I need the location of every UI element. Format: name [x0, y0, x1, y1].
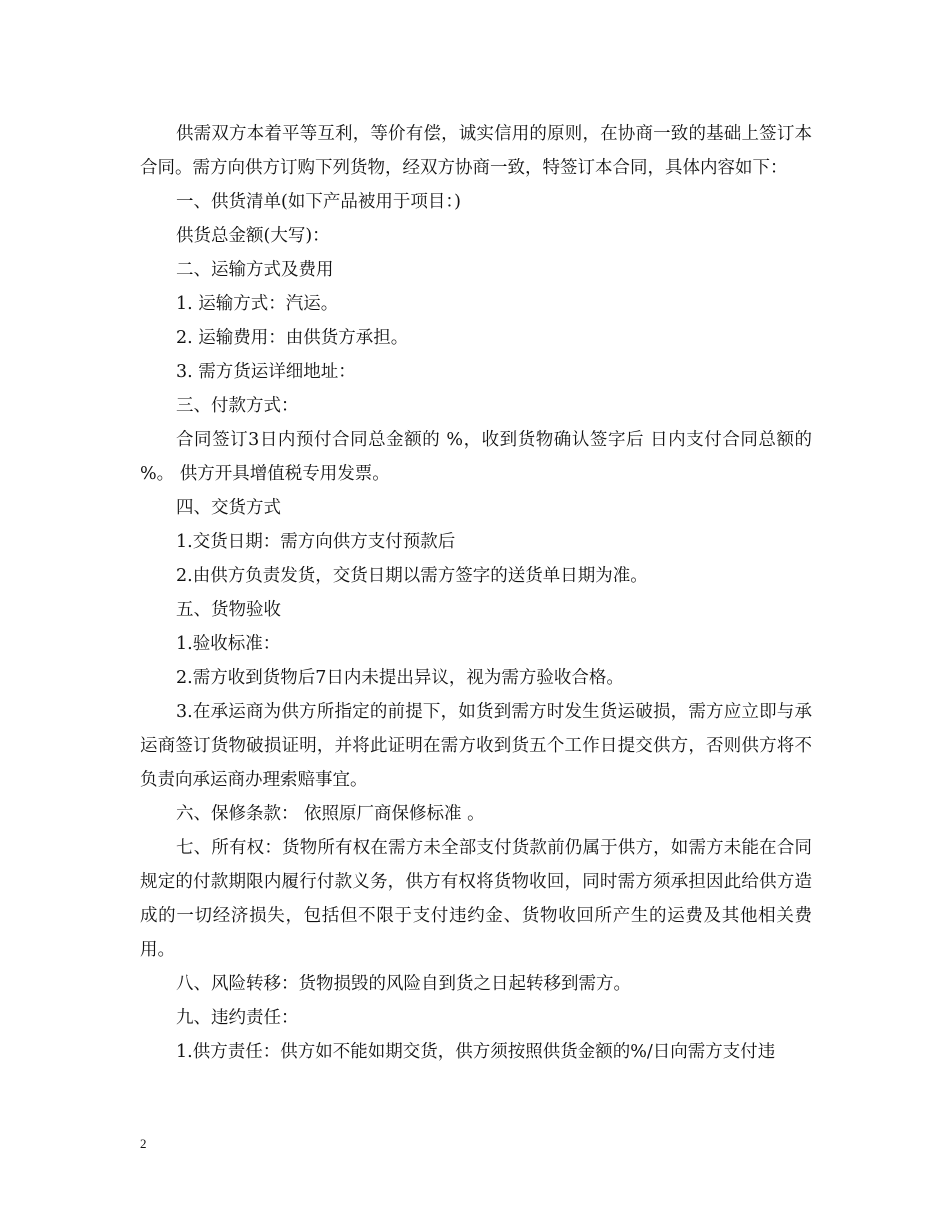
paragraph-transport-cost: 2. 运输费用：由供货方承担。 [176, 328, 409, 348]
paragraph-section-5-heading: 五、货物验收 [176, 600, 281, 620]
paragraph-acceptance-standard: 1.验收标准： [176, 634, 281, 654]
page-number: 2 [140, 1136, 147, 1151]
paragraph-section-3-heading: 三、付款方式： [176, 396, 299, 416]
paragraph-transport-method: 1. 运输方式：汽运。 [176, 294, 339, 314]
paragraph-supplier-liability: 1.供方责任：供方如不能如期交货，供方须按照供货金额的%/日向需方支付违 [176, 1042, 776, 1062]
paragraph-damage-claims: 3.在承运商为供方所指定的前提下，如货到需方时发生货运破损，需方应立即与承运商签订货物破损证明，并将此证明在需方收到货五个工作日提交供方，否则供方将不负责向承运商办理索赔事宜。 [140, 702, 812, 790]
paragraph-section-2-heading: 二、运输方式及费用 [176, 260, 334, 280]
paragraph-intro: 供需双方本着平等互利，等价有偿，诚实信用的原则，在协商一致的基础上签订本合同。需方向供方订购下列货物，经双方协商一致，特签订本合同，具体内容如下： [140, 124, 812, 178]
paragraph-section-4-heading: 四、交货方式 [176, 498, 281, 518]
paragraph-payment-terms: 合同签订3日内预付合同总金额的 %，收到货物确认签字后 日内支付合同总额的 %。 供方开具增值税专用发票。 [140, 430, 812, 484]
paragraph-section-6-warranty: 六、保修条款： 依照原厂商保修标准 。 [176, 804, 485, 824]
paragraph-total-amount: 供货总金额(大写)： [176, 226, 330, 246]
document-body [140, 117, 812, 1069]
paragraph-delivery-responsibility: 2.由供方负责发货，交货日期以需方签字的送货单日期为准。 [176, 566, 648, 586]
paragraph-section-1-heading: 一、供货清单(如下产品被用于项目：) [176, 192, 461, 212]
paragraph-acceptance-period: 2.需方收到货物后7日内未提出异议，视为需方验收合格。 [176, 668, 624, 688]
paragraph-delivery-date: 1.交货日期：需方向供方支付预款后 [176, 532, 456, 552]
paragraph-section-8-risk: 八、风险转移：货物损毁的风险自到货之日起转移到需方。 [176, 974, 631, 994]
paragraph-section-7-ownership: 七、所有权：货物所有权在需方未全部支付货款前仍属于供方，如需方未能在合同规定的付款期限内履行付款义务，供方有权将货物收回，同时需方须承担因此给供方造成的一切经济损失，包括但不限于支付违约金、货物收回所产生的运费及其他相关费用。 [140, 838, 812, 960]
paragraph-section-9-heading: 九、违约责任： [176, 1008, 299, 1028]
paragraph-shipping-address: 3. 需方货运详细地址： [176, 362, 356, 382]
